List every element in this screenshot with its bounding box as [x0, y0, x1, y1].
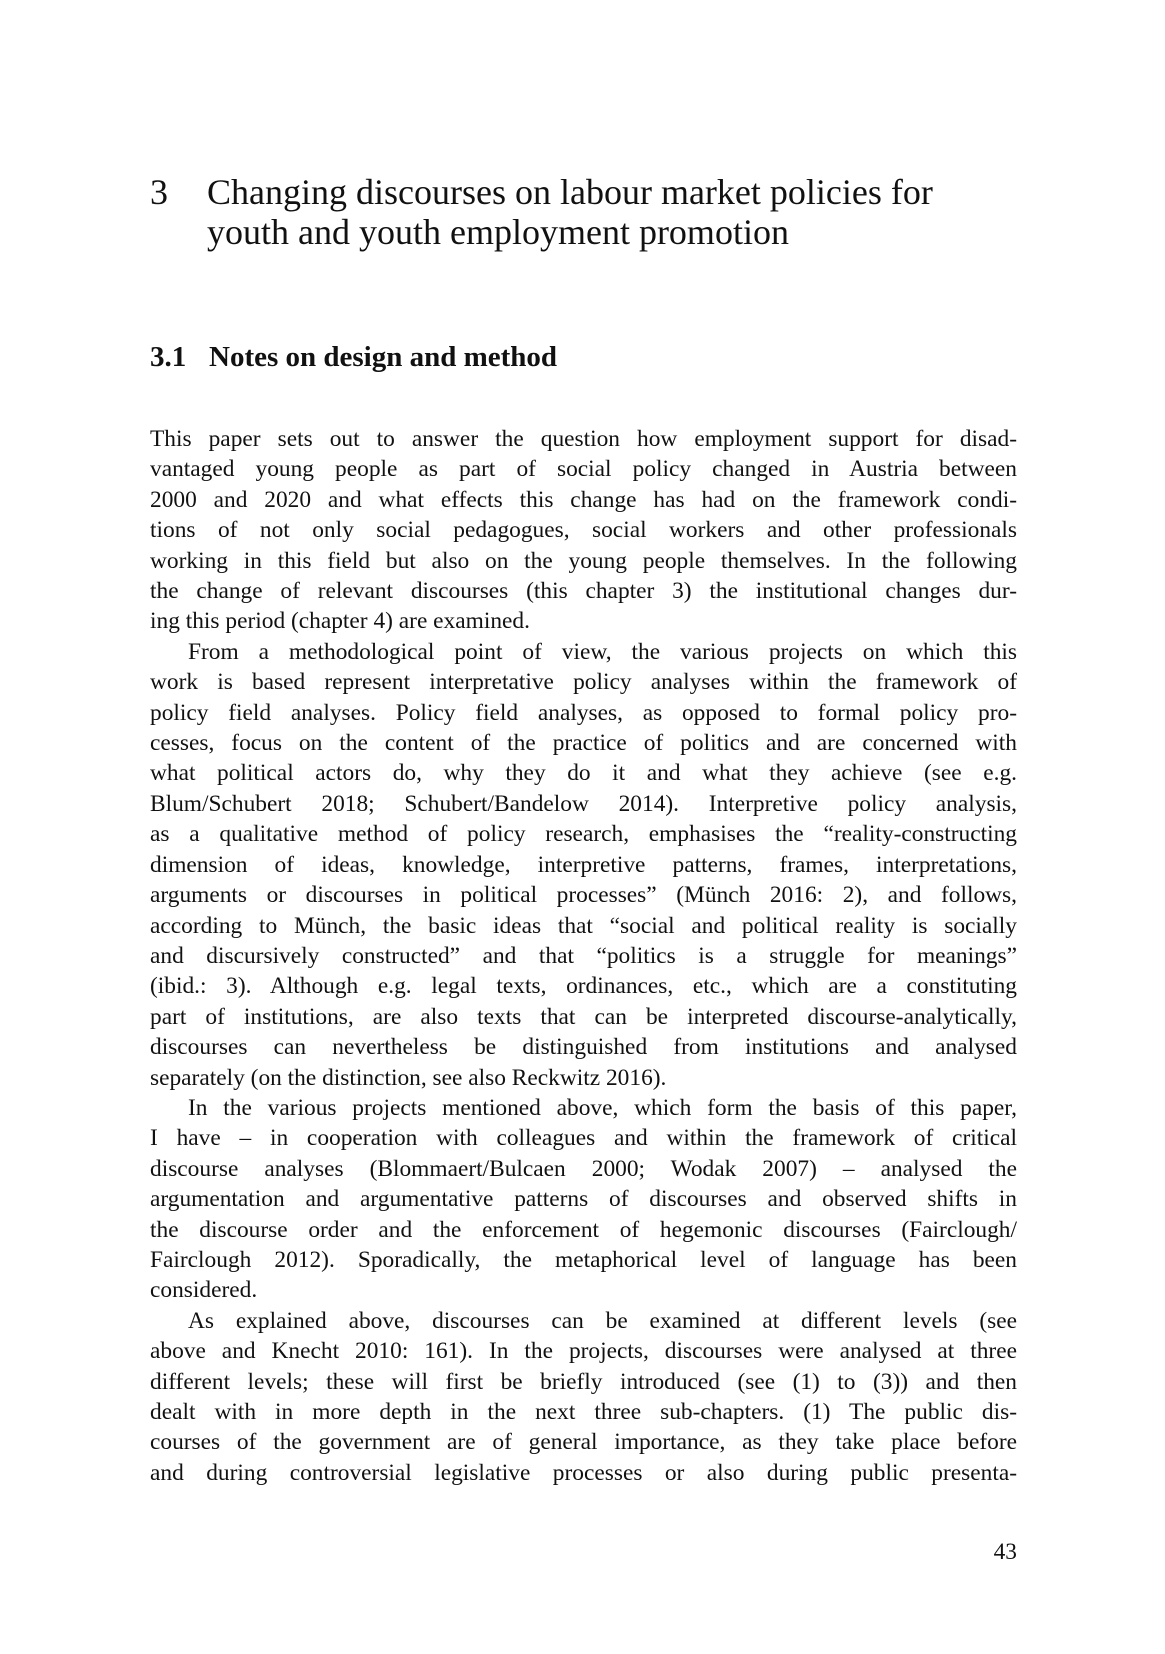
section-number: 3.1: [150, 341, 187, 373]
paragraph-line: In the various projects mentioned above, which form the basis of this paper,: [188, 1094, 1017, 1121]
chapter-heading: [150, 172, 1030, 252]
section-title: Notes on design and method: [209, 341, 558, 373]
paragraph-line: and discursively constructed” and that “politics is a struggle for meanings”: [150, 942, 1017, 969]
paragraph-line: the change of relevant discourses (this chapter 3) the institutional changes dur-: [150, 578, 1017, 605]
paragraph-line: separately (on the distinction, see also Reckwitz 2016).: [150, 1064, 667, 1091]
paragraph-line: From a methodological point of view, the various projects on which this: [188, 638, 1017, 665]
paragraph-line: part of institutions, are also texts that can be interpreted discourse-analytically,: [150, 1003, 1017, 1030]
section-heading: [150, 340, 1030, 374]
paragraph-line: above and Knecht 2010: 161). In the projects, discourses were analysed at three: [150, 1338, 1017, 1365]
paragraph-line: tions of not only social pedagogues, social workers and other professionals: [150, 517, 1017, 544]
body-text: [150, 424, 1017, 1488]
paragraph-line: and during controversial legislative processes or also during public presenta-: [150, 1459, 1017, 1486]
paragraph-line: Fairclough 2012). Sporadically, the metaphorical level of language has been: [150, 1246, 1017, 1273]
paragraph-line: arguments or discourses in political processes” (Münch 2016: 2), and follows,: [150, 882, 1017, 909]
chapter-title-line: youth and youth employment promotion: [207, 212, 789, 252]
paragraph-line: cesses, focus on the content of the practice of politics and are concerned with: [150, 730, 1017, 757]
page-number: 43: [993, 1539, 1017, 1565]
paragraph-line: dimension of ideas, knowledge, interpretive patterns, frames, interpretations,: [150, 851, 1017, 878]
paragraph-line: according to Münch, the basic ideas that “social and political reality is socially: [150, 912, 1017, 939]
paragraph: [150, 1093, 1017, 1306]
paragraph-line: work is based represent interpretative policy analyses within the framework of: [150, 669, 1017, 696]
paragraph: [150, 637, 1017, 1093]
paragraph-line: This paper sets out to answer the question how employment support for disad-: [150, 426, 1017, 452]
paragraph: [150, 1306, 1017, 1488]
paragraph: [150, 424, 1017, 637]
paragraph-line: Blum/Schubert 2018; Schubert/Bandelow 2014). Interpretive policy analysis,: [150, 790, 1017, 817]
paragraph-line: argumentation and argumentative patterns of discourses and observed shifts in: [150, 1186, 1017, 1213]
paragraph-line: dealt with in more depth in the next three sub-chapters. (1) The public dis-: [150, 1399, 1017, 1425]
paragraph-line: considered.: [150, 1277, 258, 1304]
paragraph-line: 2000 and 2020 and what effects this change has had on the framework condi-: [150, 486, 1017, 513]
paragraph-line: policy field analyses. Policy field analyses, as opposed to formal policy pro-: [150, 699, 1017, 726]
paragraph-line: discourse analyses (Blommaert/Bulcaen 2000; Wodak 2007) – analysed the: [150, 1155, 1017, 1182]
chapter-title: [207, 172, 1030, 252]
paragraph-line: what political actors do, why they do it and what they achieve (see e.g.: [150, 760, 1017, 787]
paragraph-line: different levels; these will first be briefly introduced (see (1) to (3)) and then: [150, 1368, 1017, 1395]
paragraph-line: ing this period (chapter 4) are examined.: [150, 608, 530, 635]
paragraph-line: the discourse order and the enforcement of hegemonic discourses (Fairclough/: [150, 1216, 1017, 1243]
paragraph-line: vantaged young people as part of social policy changed in Austria between: [150, 456, 1017, 483]
paragraph-line: I have – in cooperation with colleagues and within the framework of critical: [150, 1125, 1017, 1152]
paragraph-line: working in this field but also on the young people themselves. In the following: [150, 547, 1017, 574]
chapter-number: 3: [150, 172, 168, 212]
paragraph-line: As explained above, discourses can be examined at different levels (see: [188, 1307, 1017, 1334]
paragraph-line: discourses can nevertheless be distinguished from institutions and analysed: [150, 1034, 1017, 1061]
paragraph-line: courses of the government are of general importance, as they take place before: [150, 1429, 1017, 1456]
paragraph-line: (ibid.: 3). Although e.g. legal texts, ordinances, etc., which are a constituting: [150, 973, 1017, 1000]
chapter-title-line: Changing discourses on labour market policies for: [207, 172, 933, 212]
paragraph-line: as a qualitative method of policy research, emphasises the “reality-constructing: [150, 821, 1017, 848]
